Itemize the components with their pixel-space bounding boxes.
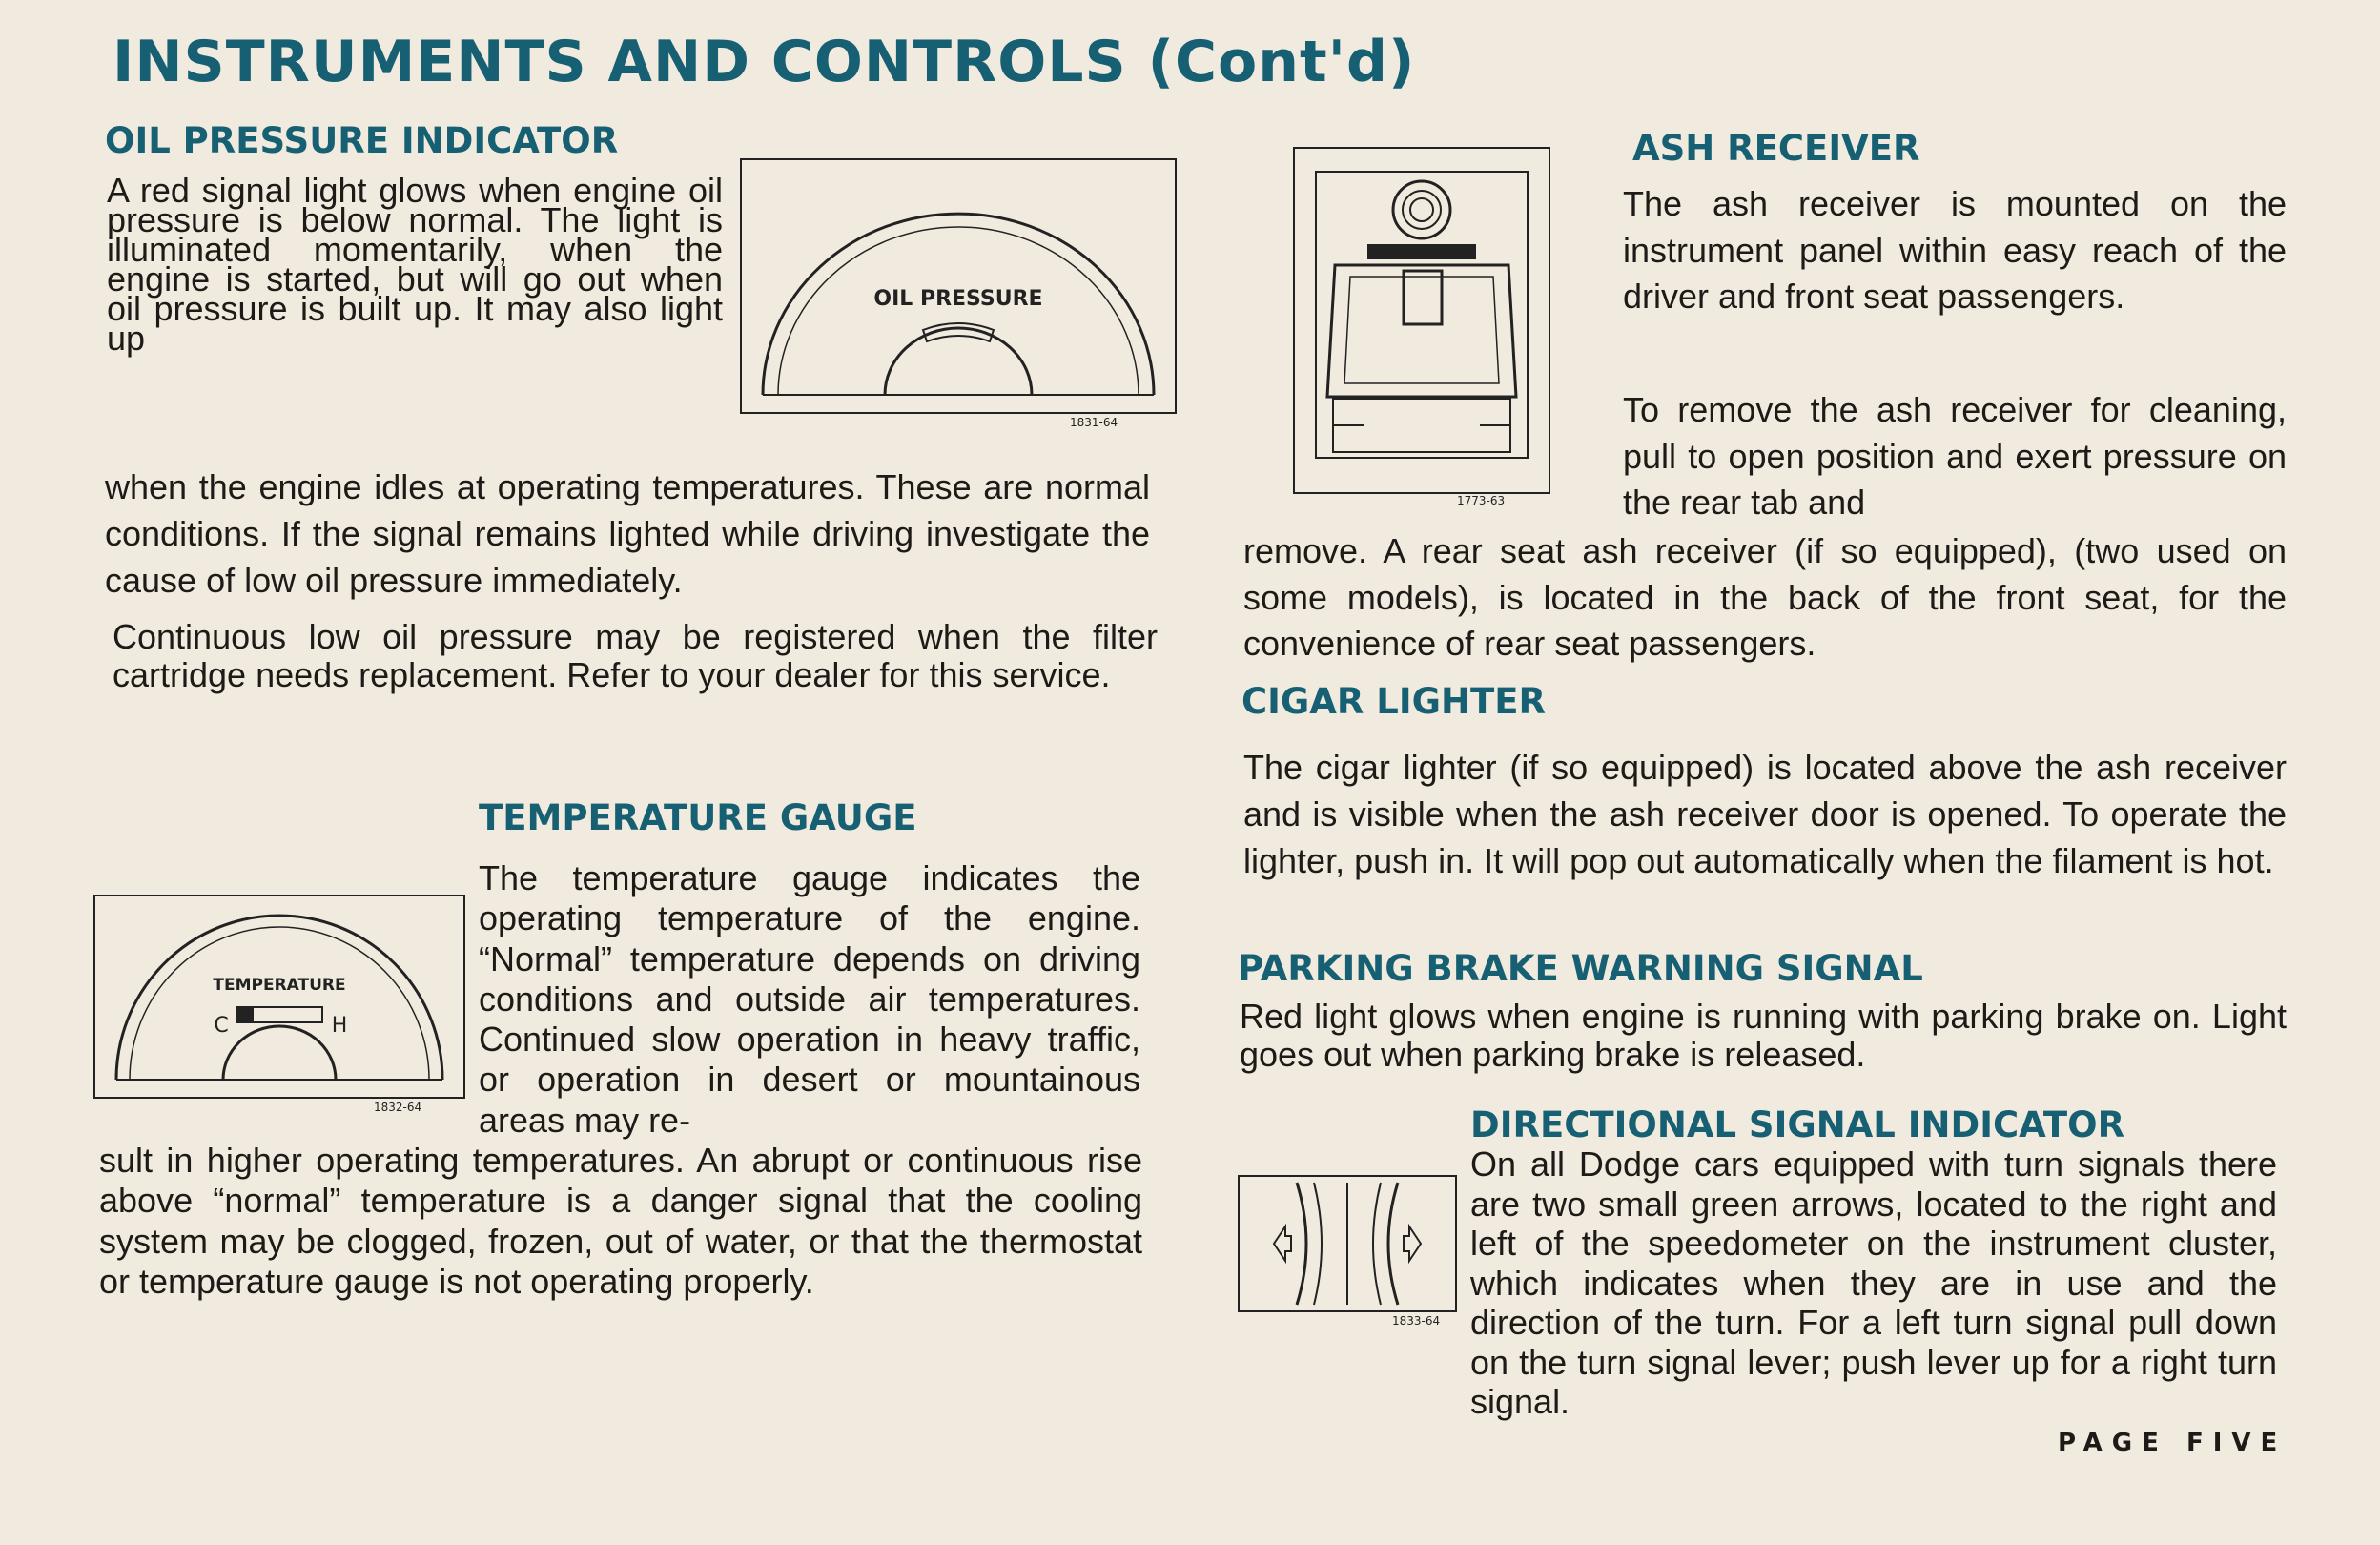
temperature-figure-number: 1832-64 bbox=[374, 1101, 422, 1114]
parking-brake-heading: PARKING BRAKE WARNING SIGNAL bbox=[1238, 948, 1923, 989]
ash-receiver-figure-number: 1773-63 bbox=[1457, 494, 1506, 507]
directional-signal-heading: DIRECTIONAL SIGNAL INDICATOR bbox=[1470, 1104, 2125, 1145]
temperature-gauge-paragraph-1: The temperature gauge indicates the operating temperature of the engine. “Normal” temperature depends on driving conditions and outside air temperatures. Continued slow operation in heavy traffic, or operation in desert or mountainous areas may re- bbox=[479, 858, 1140, 1140]
ash-receiver-heading: ASH RECEIVER bbox=[1632, 128, 1920, 169]
ash-receiver-paragraph-1: The ash receiver is mounted on the instrument panel within easy reach of the driver and front seat passengers. bbox=[1623, 184, 2287, 316]
parking-brake-paragraph: Red light glows when engine is running with parking brake on. Light goes out when parking brake is released. bbox=[1240, 997, 2287, 1074]
oil-pressure-paragraph-1: A red signal light glows when engine oil pressure is below normal. The light is illuminated momentarily, when the engine is started, but will go out when oil pressure is built up. It may also light up bbox=[107, 171, 723, 358]
left-arrow-icon bbox=[1274, 1226, 1291, 1261]
cigar-lighter-paragraph: The cigar lighter (if so equipped) is located above the ash receiver and is visible when the ash receiver door is opened. To operate the lighter, push in. It will pop out automatically when the filament is hot. bbox=[1243, 748, 2287, 880]
directional-signal-figure bbox=[1238, 1175, 1457, 1312]
right-arrow-icon bbox=[1404, 1226, 1421, 1261]
temperature-gauge-figure bbox=[93, 895, 465, 1099]
oil-pressure-heading: OIL PRESSURE INDICATOR bbox=[105, 120, 619, 161]
ash-receiver-paragraph-2-continued: remove. A rear seat ash receiver (if so equipped), (two used on some models), is located in the back of the front seat, for the convenience of rear seat passengers. bbox=[1243, 531, 2287, 663]
directional-signal-paragraph: On all Dodge cars equipped with turn signals there are two small green arrows, located to the right and left of the speedometer on the instrument cluster, which indicates when they are in use and the direction of the turn. For a left turn signal pull down on the turn signal lever; push lever up for a right turn signal. bbox=[1470, 1144, 2277, 1421]
temperature-gauge-cold-mark: C bbox=[214, 1014, 229, 1038]
ash-receiver-figure bbox=[1293, 147, 1550, 494]
oil-pressure-paragraph-2: Continuous low oil pressure may be registered when the filter cartridge needs replacement. Refer to your dealer for this service. bbox=[113, 617, 1158, 694]
directional-signal-figure-number: 1833-64 bbox=[1392, 1314, 1441, 1328]
oil-pressure-gauge-figure bbox=[740, 158, 1177, 414]
cigar-lighter-heading: CIGAR LIGHTER bbox=[1241, 681, 1546, 722]
temperature-gauge-label: TEMPERATURE bbox=[213, 976, 346, 995]
ash-receiver-paragraph-2: To remove the ash receiver for cleaning, pull to open position and exert pressure on the rear tab and bbox=[1623, 390, 2287, 522]
temperature-gauge-paragraph-1-continued: sult in higher operating temperatures. An abrupt or continuous rise above “normal” temperature is a danger signal that the cooling system may be clogged, frozen, out of water, or that the thermostat or temperature gauge is not operating properly. bbox=[99, 1141, 1142, 1301]
page-number: PAGE FIVE bbox=[2058, 1429, 2288, 1457]
temperature-gauge-hot-mark: H bbox=[331, 1014, 348, 1038]
oil-pressure-paragraph-1-continued: when the engine idles at operating temperatures. These are normal conditions. If the signal remains lighted while driving investigate the cause of low oil pressure immediately. bbox=[105, 467, 1150, 600]
oil-pressure-figure-number: 1831-64 bbox=[1070, 416, 1118, 429]
temperature-gauge-heading: TEMPERATURE GAUGE bbox=[479, 797, 917, 838]
oil-pressure-gauge-label: OIL PRESSURE bbox=[873, 287, 1043, 311]
page-title: INSTRUMENTS AND CONTROLS (Cont'd) bbox=[113, 29, 1416, 95]
